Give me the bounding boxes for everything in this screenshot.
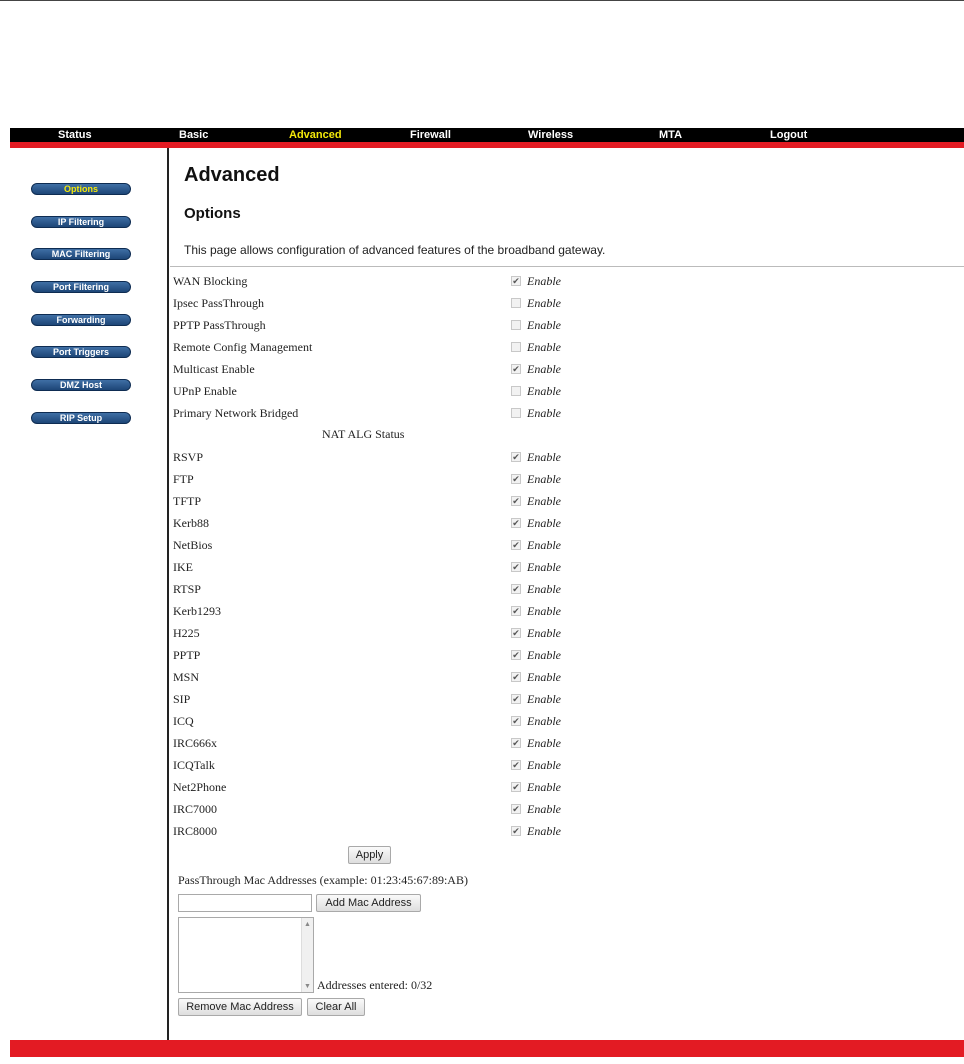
- nat-alg-enable-label: Enable: [527, 472, 561, 486]
- nat-alg-enable-label: Enable: [527, 604, 561, 618]
- nat-alg-label: H225: [173, 626, 200, 640]
- option-label: WAN Blocking: [173, 274, 248, 288]
- nat-alg-label: SIP: [173, 692, 191, 706]
- nat-alg-label: ICQTalk: [173, 758, 215, 772]
- option-enable-checkbox[interactable]: [511, 408, 521, 418]
- nat-alg-enable-label: Enable: [527, 802, 561, 816]
- option-enable-label: Enable: [527, 340, 561, 354]
- option-enable-checkbox[interactable]: ✔: [512, 364, 520, 374]
- option-enable-label: Enable: [527, 318, 561, 332]
- option-enable-label: Enable: [527, 362, 561, 376]
- nat-alg-enable-checkbox[interactable]: ✔: [512, 584, 520, 594]
- nat-alg-label: MSN: [173, 670, 200, 684]
- nat-alg-enable-checkbox[interactable]: ✔: [512, 518, 520, 528]
- nat-alg-enable-checkbox[interactable]: ✔: [512, 496, 520, 506]
- sidebar-divider: [167, 148, 169, 1040]
- top-nav-bar: [10, 128, 964, 142]
- nat-alg-enable-checkbox[interactable]: ✔: [512, 606, 520, 616]
- nat-alg-enable-label: Enable: [527, 626, 561, 640]
- nat-alg-label: RTSP: [173, 582, 201, 596]
- nat-alg-label: NetBios: [173, 538, 213, 552]
- option-enable-label: Enable: [527, 296, 561, 310]
- nat-alg-enable-label: Enable: [527, 736, 561, 750]
- nat-alg-enable-checkbox[interactable]: ✔: [512, 540, 520, 550]
- nav-wireless[interactable]: Wireless: [528, 129, 574, 141]
- nat-alg-enable-checkbox[interactable]: ✔: [512, 716, 520, 726]
- option-enable-checkbox[interactable]: [511, 298, 521, 308]
- nat-alg-enable-checkbox[interactable]: ✔: [512, 782, 520, 792]
- nat-alg-enable-checkbox[interactable]: ✔: [512, 672, 520, 682]
- mac-caption: PassThrough Mac Addresses (example: 01:23:45:67:89:AB): [178, 873, 468, 887]
- add-mac-address-button[interactable]: Add Mac Address: [316, 894, 421, 912]
- mac-list-scrollbar[interactable]: [301, 918, 313, 992]
- option-label: Multicast Enable: [173, 362, 255, 376]
- nat-alg-enable-label: Enable: [527, 648, 561, 662]
- nat-alg-enable-checkbox[interactable]: ✔: [512, 650, 520, 660]
- option-enable-label: Enable: [527, 384, 561, 398]
- option-label: Remote Config Management: [173, 340, 313, 354]
- nat-alg-enable-checkbox[interactable]: ✔: [512, 804, 520, 814]
- nat-alg-enable-label: Enable: [527, 494, 561, 508]
- option-enable-checkbox[interactable]: ✔: [512, 276, 520, 286]
- content-divider: [170, 266, 964, 267]
- nat-alg-enable-label: Enable: [527, 758, 561, 772]
- remove-mac-address-button[interactable]: Remove Mac Address: [178, 998, 302, 1016]
- nat-alg-enable-label: Enable: [527, 670, 561, 684]
- nat-alg-enable-checkbox[interactable]: ✔: [512, 694, 520, 704]
- nav-basic[interactable]: Basic: [179, 129, 209, 141]
- nat-alg-enable-label: Enable: [527, 450, 561, 464]
- nat-alg-enable-label: Enable: [527, 560, 561, 574]
- scroll-up-icon[interactable]: ▲: [304, 920, 311, 928]
- nat-alg-enable-label: Enable: [527, 516, 561, 530]
- nat-alg-label: IRC7000: [173, 802, 218, 816]
- addresses-count: Addresses entered: 0/32: [317, 978, 433, 992]
- sidebar-item-port-filtering[interactable]: Port Filtering: [31, 281, 131, 293]
- nat-alg-enable-label: Enable: [527, 582, 561, 596]
- nat-alg-enable-label: Enable: [527, 780, 561, 794]
- page-subtitle: Options: [184, 205, 241, 222]
- option-label: PPTP PassThrough: [173, 318, 266, 332]
- nat-alg-enable-checkbox[interactable]: ✔: [512, 826, 520, 836]
- sidebar-item-options[interactable]: Options: [31, 183, 131, 195]
- page-description: This page allows configuration of advanced features of the broadband gateway.: [184, 243, 606, 257]
- nat-alg-label: PPTP: [173, 648, 201, 662]
- nat-alg-label: IKE: [173, 560, 193, 574]
- nav-logout[interactable]: Logout: [770, 129, 808, 141]
- sidebar-item-rip-setup[interactable]: RIP Setup: [31, 412, 131, 424]
- clear-all-button[interactable]: Clear All: [307, 998, 365, 1016]
- sidebar-item-port-triggers[interactable]: Port Triggers: [31, 346, 131, 358]
- sidebar-item-forwarding[interactable]: Forwarding: [31, 314, 131, 326]
- nat-alg-heading: NAT ALG Status: [322, 427, 405, 441]
- option-label: Ipsec PassThrough: [173, 296, 264, 310]
- nat-alg-enable-label: Enable: [527, 538, 561, 552]
- sidebar-item-dmz-host[interactable]: DMZ Host: [31, 379, 131, 391]
- nat-alg-enable-label: Enable: [527, 714, 561, 728]
- nav-mta[interactable]: MTA: [659, 129, 683, 141]
- nav-firewall[interactable]: Firewall: [410, 129, 451, 141]
- option-label: UPnP Enable: [173, 384, 237, 398]
- nat-alg-enable-checkbox[interactable]: ✔: [512, 628, 520, 638]
- option-label: Primary Network Bridged: [173, 406, 299, 420]
- nat-alg-label: IRC8000: [173, 824, 218, 838]
- nat-alg-enable-checkbox[interactable]: ✔: [512, 562, 520, 572]
- option-enable-checkbox[interactable]: [511, 386, 521, 396]
- nat-alg-label: ICQ: [173, 714, 194, 728]
- page-title: Advanced: [184, 164, 280, 186]
- nat-alg-label: RSVP: [173, 450, 204, 464]
- option-enable-checkbox[interactable]: [511, 342, 521, 352]
- option-enable-label: Enable: [527, 406, 561, 420]
- option-enable-label: Enable: [527, 274, 561, 288]
- top-nav-red-stripe: [10, 142, 964, 148]
- nav-advanced[interactable]: Advanced: [289, 129, 342, 141]
- sidebar-item-mac-filtering[interactable]: MAC Filtering: [31, 248, 131, 260]
- nat-alg-enable-checkbox[interactable]: ✔: [512, 738, 520, 748]
- sidebar-item-ip-filtering[interactable]: IP Filtering: [31, 216, 131, 228]
- nat-alg-label: Net2Phone: [173, 780, 227, 794]
- nat-alg-label: Kerb1293: [173, 604, 221, 618]
- mac-address-list[interactable]: [178, 917, 314, 993]
- option-enable-checkbox[interactable]: [511, 320, 521, 330]
- nat-alg-label: FTP: [173, 472, 194, 486]
- footer-bar: [10, 1040, 964, 1057]
- nat-alg-enable-checkbox[interactable]: ✔: [512, 474, 520, 484]
- top-rule: [0, 0, 964, 1]
- mac-address-input[interactable]: [178, 894, 312, 912]
- apply-button[interactable]: Apply: [348, 846, 391, 864]
- nat-alg-enable-label: Enable: [527, 824, 561, 838]
- nat-alg-enable-checkbox[interactable]: ✔: [512, 760, 520, 770]
- nat-alg-label: IRC666x: [173, 736, 218, 750]
- nav-status[interactable]: Status: [58, 129, 92, 141]
- nat-alg-enable-label: Enable: [527, 692, 561, 706]
- nat-alg-label: TFTP: [173, 494, 202, 508]
- nat-alg-enable-checkbox[interactable]: ✔: [512, 452, 520, 462]
- nat-alg-label: Kerb88: [173, 516, 209, 530]
- scroll-down-icon[interactable]: ▼: [304, 982, 311, 990]
